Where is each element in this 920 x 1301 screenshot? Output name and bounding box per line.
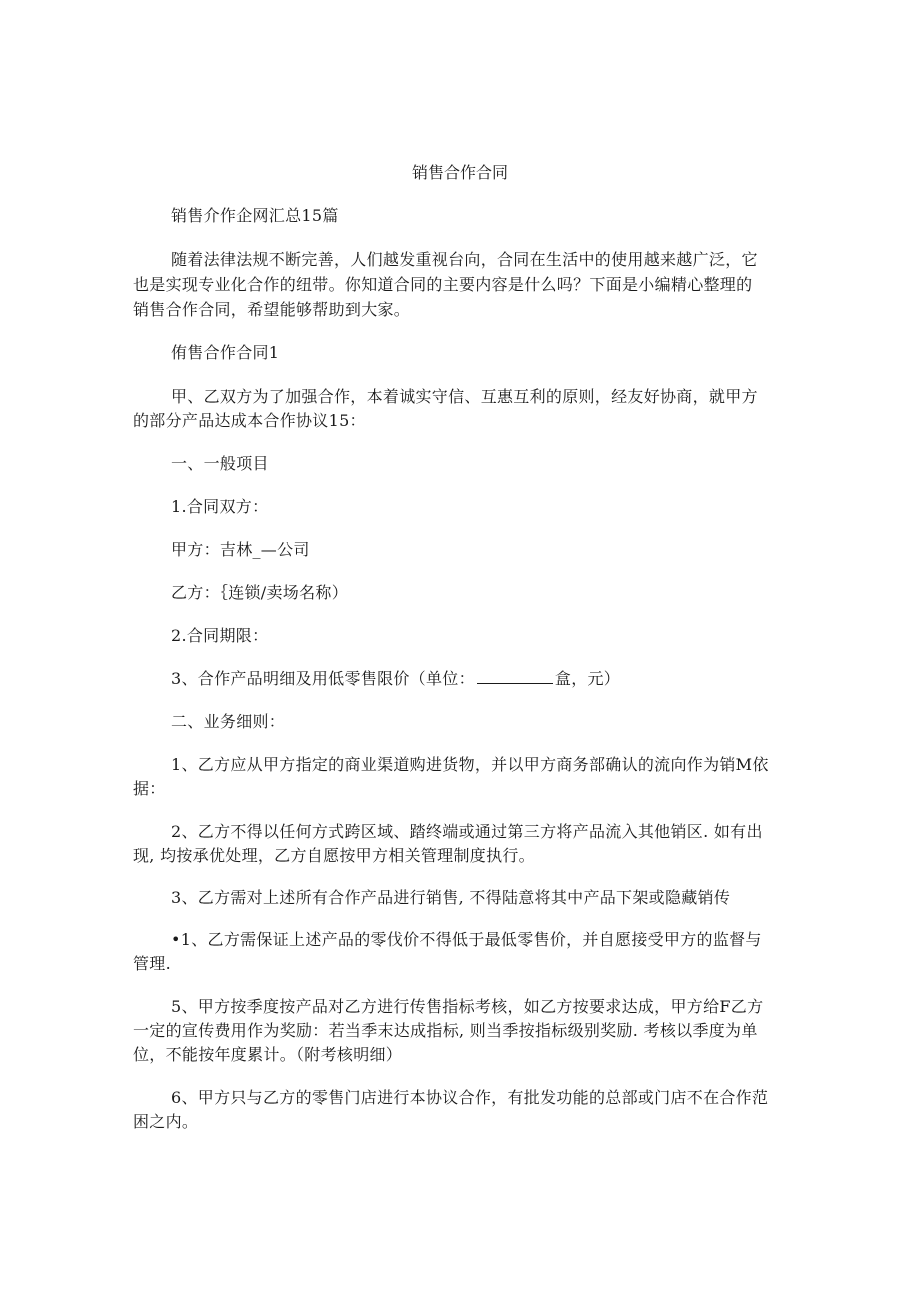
party-b: 乙方：｛连锁/卖场名称） xyxy=(171,583,348,602)
clause-5-line-3: 位，不能按年度累计。（附考核明细） xyxy=(133,1045,403,1064)
party-a: 甲方：吉林_—公司 xyxy=(171,540,310,559)
unit-blank-line xyxy=(477,669,553,684)
clause-4-line-1: •1、乙方需保证上述产品的零伐价不得低于最低零售价，并自愿接受甲方的监督与 xyxy=(171,930,762,949)
item-3-suffix: 盒，元） xyxy=(554,669,621,688)
item-1: 1.合同双方： xyxy=(171,497,269,516)
part2-heading: 二、业务细则： xyxy=(171,712,286,731)
item-2: 2.合同期限： xyxy=(171,626,269,645)
intro-line-2: 也是实现专业化合作的纽带。你知道合同的主要内容是什么吗？下面是小编精心整理的 xyxy=(133,275,753,294)
clause-2-line-2: 现, 均按承优处理，乙方自愿按甲方相关管理制度执行。 xyxy=(133,846,535,865)
clause-1-line-2: 据： xyxy=(133,779,166,798)
clause-1-line-1: 1、乙方应从甲方指定的商业渠道购进货物，并以甲方商务部确认的流向作为销M依 xyxy=(171,755,769,774)
part1-heading: 一、一般项目 xyxy=(171,454,269,473)
intro-line-3: 销售合作合同，希望能够帮助到大家。 xyxy=(133,300,411,319)
section-title: 侑售合作合同1 xyxy=(171,343,280,362)
clause-5-line-1: 5、甲方按季度按产品对乙方进行传售指标考核，如乙方按要求达成，甲方给F乙方 xyxy=(171,997,764,1016)
document-title: 销售合作合同 xyxy=(411,163,508,182)
intro-line-1: 随着法律法规不断完善，人们越发重视台向，合同在生活中的使用越来越广泛，它 xyxy=(171,250,758,269)
clause-6-line-2: 困之内。 xyxy=(133,1112,199,1131)
clause-2-line-1: 2、乙方不得以任何方式跨区域、踏终端或通过第三方将产品流入其他销区. 如有出 xyxy=(171,822,763,841)
preamble-line-2: 的部分产品达成本合作协议15： xyxy=(133,411,366,430)
item-3-prefix: 3、合作产品明细及用低零售限价（单位： xyxy=(171,669,475,688)
clause-6-line-1: 6、甲方只与乙方的零售门店进行本协议合作，有批发功能的总部或门店不在合作范 xyxy=(171,1088,769,1107)
clause-3: 3、乙方需对上述所有合作产品进行销售, 不得陆意将其中产品下架或隐藏销传 xyxy=(171,888,731,907)
item-3 xyxy=(171,669,620,689)
clause-4-line-2: 管理. xyxy=(133,954,171,973)
document-subtitle: 销售介作企网汇总15篇 xyxy=(171,206,339,225)
preamble-line-1: 甲、乙双方为了加强合作，本着诚实守信、互惠互利的原则，经友好协商，就甲方 xyxy=(171,387,758,406)
clause-5-line-2: 一定的宣传费用作为奖励：若当季末达成指标, 则当季按指标级别奖励. 考核以季度为单 xyxy=(133,1021,758,1040)
